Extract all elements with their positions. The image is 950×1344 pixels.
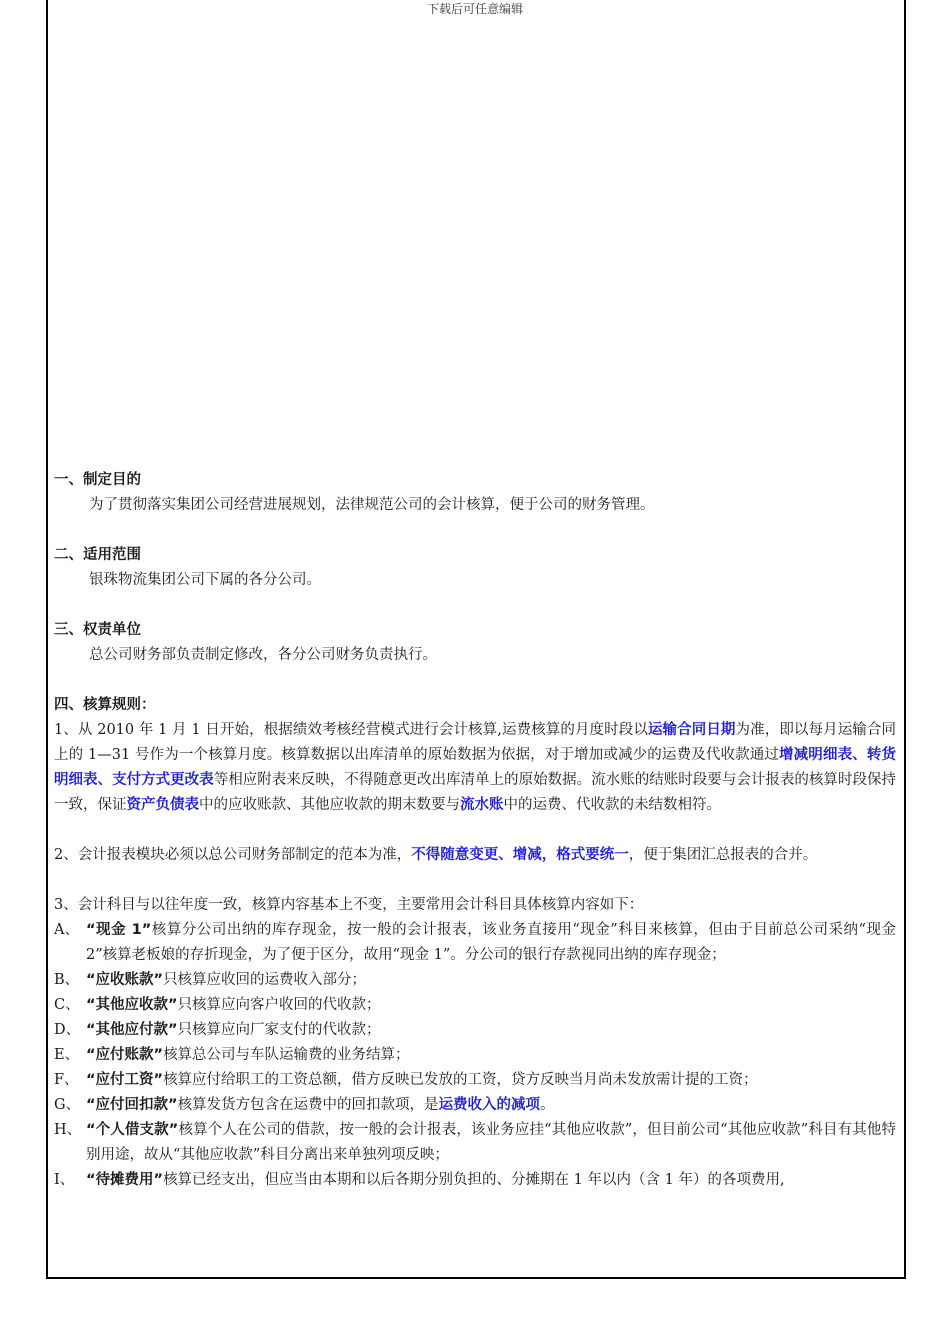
list-item-other-receivables: C、 “其他应收款”只核算应向客户收回的代收款； <box>54 997 381 1013</box>
section-title-scope: 二、适用范围 <box>54 547 141 563</box>
section-body-scope: 银珠物流集团公司下属的各分公司。 <box>89 572 321 588</box>
highlight-attached-tables: 增减明细表、转货明细表、支付方式更改表 <box>54 747 896 788</box>
list-item-other-payables: D、 “其他应付款”只核算应向厂家支付的代收款； <box>54 1022 381 1038</box>
list-item-prepaid-expenses: I、 “待摊费用”核算已经支出，但应当由本期和以后各期分别负担的、分摊期在 1 年以内（含 1 年）的各项费用, <box>54 1172 785 1188</box>
document-body <box>54 468 896 1193</box>
highlight-no-change: 不得随意变更、增减，格式要统一 <box>411 847 629 863</box>
highlight-cash-journal: 流水账 <box>460 797 504 813</box>
rule-paragraph-1: 1、从 2010 年 1 月 1 日开始，根据绩效考核经营模式进行会计核算,运费核算的月度时段以运输合同日期为准，即以每月运输合同上的 1—31 号作为一个核算月度。核算数据以出库清单的原始数据为依据，对于增加或减少的运费及代收款通过增减明细表、转货明细表、支付方式更改表等相应附表来反映，不得随意更改出库清单上的原始数据。流水账的结账时段要与会计报表的核算时段保持一致，保证资产负债表中的应收账款、其他应收款的期末数要与流水账中的运费、代收款的未结数相符。 <box>54 722 897 813</box>
list-item-cash: A、 “现金 1”核算分公司出纳的库存现金，按一般的会计报表，该业务直接用“现金”科目来核算，但由于目前总公司采纳“现金 2”核算老板娘的存折现金，为了便于区分，故用“现金 1”。分公司的银行存款视同出纳的库存现金； <box>54 922 897 963</box>
list-item-personal-loans: H、 “个人借支款”核算个人在公司的借款，按一般的会计报表，该业务应挂“其他应收款”，但目前公司“其他应收款”科目有其他特别用途，故从“其他应收款”科目分离出来单独列项反映； <box>54 1122 896 1163</box>
list-item-wages-payable: F、 “应付工资”核算应付给职工的工资总额，借方反映已发放的工资，贷方反映当月尚未发放需计提的工资； <box>54 1072 758 1088</box>
list-item-receivables: B、 “应收账款”只核算应收回的运费收入部分； <box>54 972 367 988</box>
section-body-responsibility: 总公司财务部负责制定修改，各分公司财务负责执行。 <box>89 647 437 663</box>
highlight-balance-sheet: 资产负债表 <box>126 797 199 813</box>
rule-paragraph-3-intro: 3、会计科目与以往年度一致，核算内容基本上不变，主要常用会计科目具体核算内容如下： <box>54 897 644 913</box>
header-note: 下载后可任意编辑 <box>426 2 523 16</box>
highlight-contract-date: 运输合同日期 <box>647 722 736 738</box>
section-title-purpose: 一、制定目的 <box>54 472 141 488</box>
section-title-rules: 四、核算规则： <box>54 697 156 713</box>
section-body-purpose: 为了贯彻落实集团公司经营进展规划，法律规范公司的会计核算，便于公司的财务管理。 <box>89 497 655 513</box>
highlight-revenue-deduction: 运费收入的减项 <box>438 1097 541 1113</box>
section-title-responsibility: 三、权责单位 <box>54 622 141 638</box>
list-item-payables: E、 “应付账款”核算总公司与车队运输费的业务结算； <box>54 1047 410 1063</box>
list-item-rebates-payable: G、 “应付回扣款”核算发货方包含在运费中的回扣款项，是运费收入的减项。 <box>54 1097 555 1113</box>
rule-paragraph-2: 2、会计报表模块必须以总公司财务部制定的范本为准，不得随意变更、增减，格式要统一，便于集团汇总报表的合并。 <box>54 847 818 863</box>
